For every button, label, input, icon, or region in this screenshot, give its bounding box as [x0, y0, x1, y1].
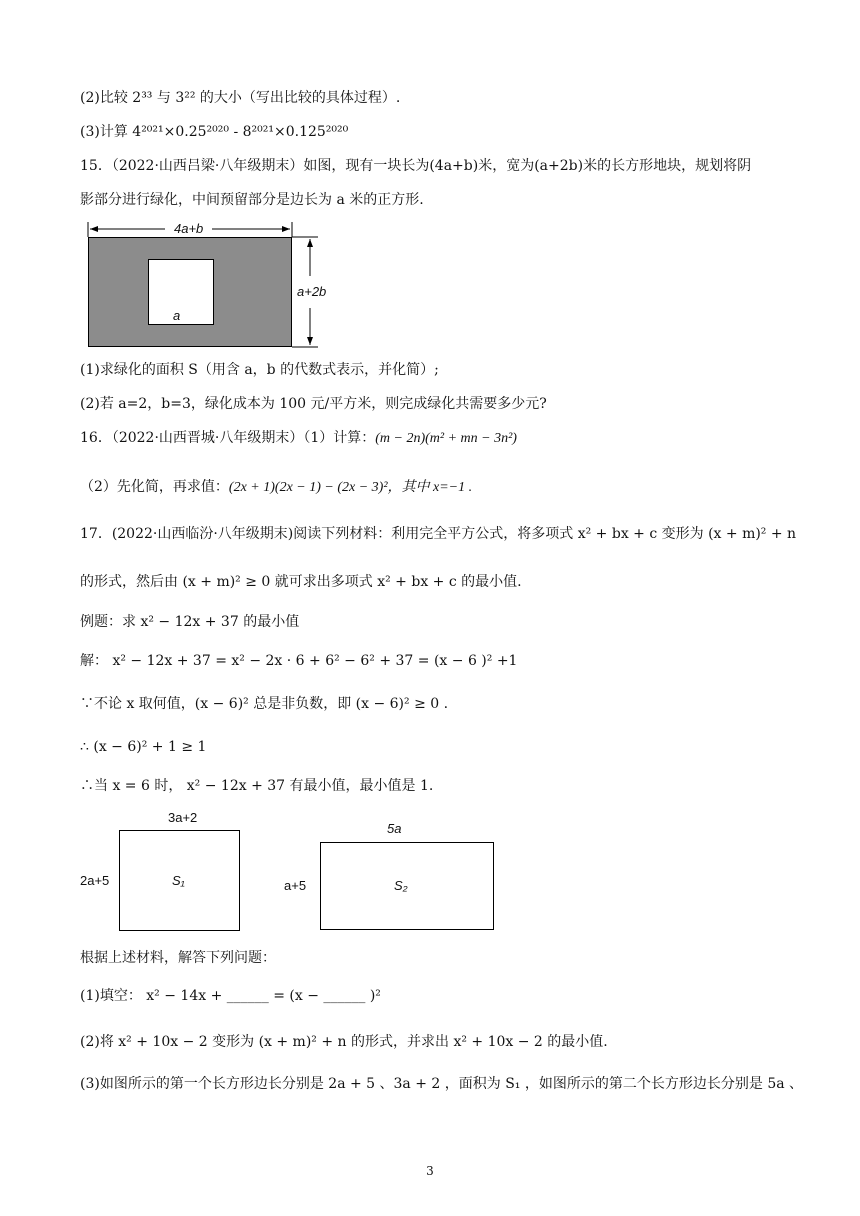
q16-part1-expression: (m − 2n)(m² + mn − 3n²) — [375, 431, 517, 446]
q16-part2-expression: (2x + 1)(2x − 1) − (2x − 3)²，其中 x=−1 . — [228, 480, 473, 495]
q17-part1: (1)填空： x² − 14x + ______ = (x − ______ )² — [80, 988, 381, 1004]
q17-because: ∵不论 x 取何值，(x − 6)² 总是非负数，即 (x − 6)² ≥ 0 . — [80, 696, 449, 712]
q17-solution: 解： x² − 12x + 37 = x² − 2x · 6 + 6² − 6² + 37 = (x − 6 )² +1 — [80, 653, 518, 669]
q15-inner-square — [148, 259, 214, 325]
q17-fig2-left-label: a+5 — [284, 878, 307, 893]
q15-square-label: a — [173, 308, 181, 323]
q16-part1 — [80, 428, 517, 449]
q16-part1-text: 16．（2022·山西晋城·八年级期末）（1）计算： — [80, 430, 376, 446]
q15-stem-line1: 15．（2022·山西吕梁·八年级期末）如图，现有一块长为(4a+b)米，宽为(a+2b)米的长方形地块，规划将阴 — [80, 158, 752, 174]
q17-fig2-top-label: 5a — [387, 821, 402, 836]
q17-fig1-top-label: 3a+2 — [168, 810, 198, 825]
q15-part1: (1)求绿化的面积 S（用含 a，b 的代数式表示，并化简）; — [80, 362, 439, 378]
q17-stem-line1: 17．(2022·山西临汾·八年级期末)阅读下列材料：利用完全平方公式，将多项式 x² + bx + c 变形为 (x + m)² + n — [80, 526, 797, 542]
q16-part2-text: （2）先化简，再求值： — [80, 479, 229, 495]
q17-intro: 根据上述材料，解答下列问题： — [80, 950, 276, 966]
q17-therefore-2: ∴当 x = 6 时， x² − 12x + 37 有最小值，最小值是 1. — [80, 778, 434, 794]
q17-fig1-left-label: 2a+5 — [80, 873, 110, 888]
q17-example: 例题：求 x² − 12x + 37 的最小值 — [80, 614, 300, 630]
q17-part3: (3)如图所示的第一个长方形边长分别是 2a + 5 、3a + 2 ，面积为 S₁ ，如图所示的第二个长方形边长分别是 5a 、 — [80, 1076, 804, 1092]
q15-width-label: 4a+b — [174, 221, 204, 236]
q17-stem-line2: 的形式，然后由 (x + m)² ≥ 0 就可求出多项式 x² + bx + c 的最小值. — [80, 574, 522, 590]
q15-part2: (2)若 a=2，b=3，绿化成本为 100 元/平方米，则完成绿化共需要多少元? — [80, 396, 547, 412]
q14-part3: (3)计算 4²⁰²¹×0.25²⁰²⁰ ‐ 8²⁰²¹×0.125²⁰²⁰ — [80, 124, 349, 140]
q14-part2: (2)比较 2³³ 与 3²² 的大小（写出比较的具体过程）. — [80, 90, 401, 106]
q17-part2: (2)将 x² + 10x − 2 变形为 (x + m)² + n 的形式，并求出 x² + 10x − 2 的最小值. — [80, 1034, 608, 1050]
q15-height-label: a+2b — [297, 284, 327, 299]
q17-fig2-area-label: S₂ — [394, 878, 408, 893]
q15-stem-line2: 影部分进行绿化，中间预留部分是边长为 a 米的正方形. — [80, 192, 424, 208]
page-number: 3 — [426, 1164, 434, 1178]
q17-therefore-1: ∴ (x − 6)² + 1 ≥ 1 — [80, 739, 207, 755]
q17-fig1-area-label: S₁ — [172, 873, 185, 888]
q16-part2 — [80, 477, 472, 498]
